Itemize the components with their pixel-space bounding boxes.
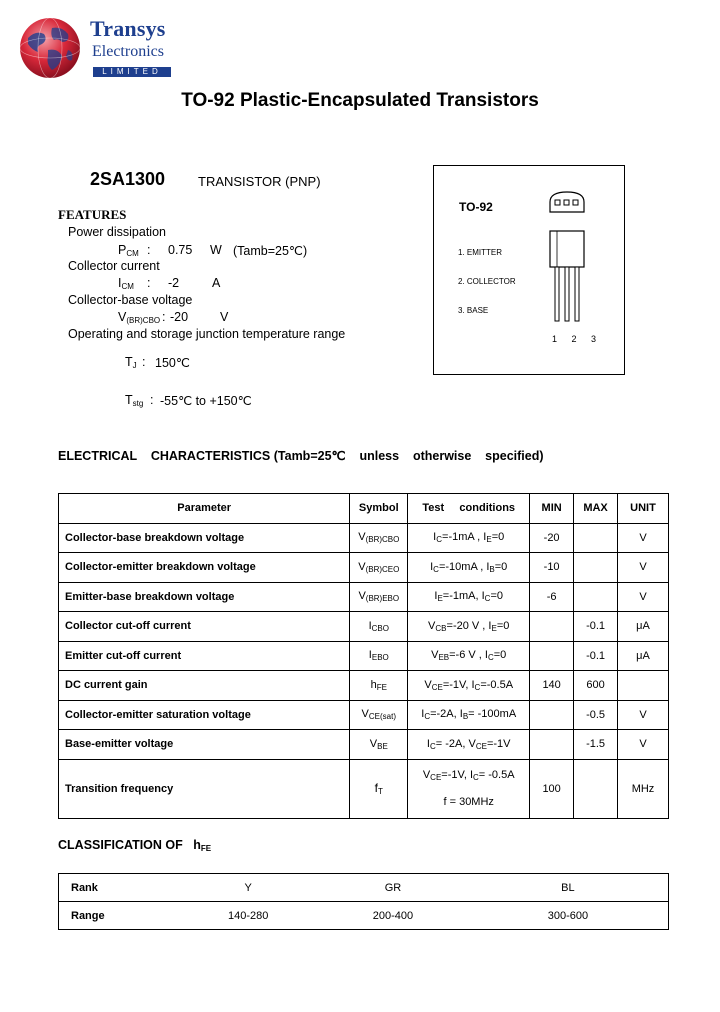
feature-power-unit: W (210, 243, 222, 257)
max-cell (574, 759, 618, 818)
parameter-cell: Collector cut-off current (59, 612, 350, 642)
header-parameter: Parameter (59, 494, 350, 524)
min-cell (530, 612, 574, 642)
unit-cell: V (618, 582, 669, 612)
to92-package-icon (544, 188, 590, 328)
parameter-cell: Collector-base breakdown voltage (59, 523, 350, 553)
symbol-cell: $V_{(BR)EBO}$ (350, 582, 408, 612)
conditions-cell: $I_C=-1mA$ , $I_E=0$ (408, 523, 530, 553)
conditions-cell: $V_{CE}=-1V$, $I_C= -0.5A$ f = 30MHz (408, 759, 530, 818)
range-cell: 300-600 (468, 902, 669, 930)
symbol-cell: $V_{BE}$ (350, 730, 408, 760)
feature-voltage-label: Collector-base voltage (68, 293, 193, 307)
symbol-cell: $f_T$ (350, 759, 408, 818)
min-cell: -10 (530, 553, 574, 583)
rank-label: Rank (59, 874, 179, 902)
globe-logo-icon (18, 16, 82, 80)
feature-tj-value: 150℃ (155, 356, 190, 370)
document-title: TO-92 Plastic-Encapsulated Transistors (181, 90, 539, 111)
feature-tj-colon: : (142, 355, 146, 369)
conditions-cell: $I_C=-2A$, $I_B= -100mA$ (408, 700, 530, 730)
table-row (59, 612, 669, 642)
rank-cell: GR (318, 874, 468, 902)
part-number: 2SA1300 (90, 169, 166, 189)
parameter-cell: Collector-emitter saturation voltage (59, 700, 350, 730)
feature-temperature-label: Operating and storage junction temperature range (68, 327, 346, 341)
brand-subtitle: Electronics (92, 43, 164, 60)
conditions-cell: $V_{CB}=-20$ V , $I_E=0$ (408, 612, 530, 642)
parameter-cell: Base-emitter voltage (59, 730, 350, 760)
symbol-cell: $V_{CE(sat)}$ (350, 700, 408, 730)
feature-current-unit: A (212, 276, 221, 290)
table-header-row (59, 494, 669, 524)
table-row (59, 730, 669, 760)
pin-label-collector: 2. COLLECTOR (458, 277, 516, 286)
feature-current-symbol: $I_{CM}$ (118, 276, 134, 291)
table-row (59, 700, 669, 730)
unit-cell: V (618, 730, 669, 760)
max-cell: -0.1 (574, 612, 618, 642)
max-cell (574, 523, 618, 553)
min-cell: -6 (530, 582, 574, 612)
max-cell: -0.1 (574, 641, 618, 671)
feature-tstg-value: -55℃ to +150℃ (160, 394, 252, 408)
min-cell (530, 641, 574, 671)
min-cell (530, 730, 574, 760)
parameter-cell: Emitter-base breakdown voltage (59, 582, 350, 612)
range-cell: 200-400 (318, 902, 468, 930)
package-name: TO-92 (459, 200, 493, 214)
conditions-cell: $I_C= -2A$, $V_{CE}=-1V$ (408, 730, 530, 760)
unit-cell: MHz (618, 759, 669, 818)
feature-tstg-colon: : (150, 393, 154, 407)
table-row (59, 523, 669, 553)
unit-cell (618, 671, 669, 701)
symbol-cell: $V_{(BR)CEO}$ (350, 553, 408, 583)
symbol-cell: $h_{FE}$ (350, 671, 408, 701)
feature-power-value: 0.75 (168, 243, 193, 257)
range-cell: 140-280 (178, 902, 318, 930)
feature-tstg-symbol: $T_{stg}$ (125, 393, 144, 408)
conditions-cell: $I_E=-1mA$, $I_C=0$ (408, 582, 530, 612)
max-cell (574, 582, 618, 612)
feature-power-label: Power dissipation (68, 225, 166, 239)
unit-cell: V (618, 553, 669, 583)
rank-row (59, 874, 669, 902)
table-row-transition (59, 759, 669, 818)
feature-current-label: Collector current (68, 259, 160, 273)
unit-cell: V (618, 523, 669, 553)
conditions-cell: $V_{CE}=-1V$, $I_C=-0.5A$ (408, 671, 530, 701)
parameter-cell: Collector-emitter breakdown voltage (59, 553, 350, 583)
features-heading: FEATURES (58, 207, 127, 222)
header-symbol: Symbol (350, 494, 408, 524)
symbol-cell: $V_{(BR)CBO}$ (350, 523, 408, 553)
parameter-cell: DC current gain (59, 671, 350, 701)
feature-voltage-symbol: $V_{(BR)CBO}$ (118, 310, 161, 325)
min-cell: -20 (530, 523, 574, 553)
feature-current-value: -2 (168, 276, 180, 290)
max-cell: -1.5 (574, 730, 618, 760)
brand-name: Transys (90, 16, 166, 41)
max-cell (574, 553, 618, 583)
unit-cell: μA (618, 612, 669, 642)
brand-limited-bar: LIMITED (93, 67, 171, 77)
feature-voltage-value: -20 (170, 310, 189, 324)
header-conditions: Test conditions (408, 494, 530, 524)
pin-label-emitter: 1. EMITTER (458, 248, 503, 257)
header-min: MIN (530, 494, 574, 524)
parameter-cell: Transition frequency (59, 759, 350, 818)
feature-power-colon: : (147, 243, 151, 257)
conditions-cell: $V_{EB}=-6$ V , $I_C=0$ (408, 641, 530, 671)
rank-cell: BL (468, 874, 669, 902)
table-row (59, 582, 669, 612)
symbol-cell: $I_{EBO}$ (350, 641, 408, 671)
feature-voltage-colon: : (162, 310, 166, 324)
pin-label-base: 3. BASE (458, 306, 489, 315)
feature-power-symbol: $P_{CM}$ (118, 243, 139, 258)
min-cell (530, 700, 574, 730)
header-max: MAX (574, 494, 618, 524)
parameter-cell: Emitter cut-off current (59, 641, 350, 671)
rank-cell: Y (178, 874, 318, 902)
range-row (59, 902, 669, 930)
table-row (59, 671, 669, 701)
electrical-table (58, 493, 669, 819)
electrical-heading: ELECTRICAL CHARACTERISTICS (Tamb=25℃ unless otherwise specified) (58, 449, 544, 463)
unit-cell: μA (618, 641, 669, 671)
part-description: TRANSISTOR (PNP) (198, 174, 321, 189)
feature-current-colon: : (147, 276, 151, 290)
min-cell: 100 (530, 759, 574, 818)
classification-table (58, 873, 669, 930)
symbol-cell: $I_{CBO}$ (350, 612, 408, 642)
unit-cell: V (618, 700, 669, 730)
pin-numbers: 1 2 3 (552, 334, 603, 344)
max-cell: -0.5 (574, 700, 618, 730)
table-row (59, 553, 669, 583)
min-cell: 140 (530, 671, 574, 701)
header-unit: UNIT (618, 494, 669, 524)
classification-heading: CLASSIFICATION OF $h_{FE}$ (58, 838, 212, 853)
feature-power-note: (Tamb=25℃) (233, 244, 308, 258)
table-row (59, 641, 669, 671)
max-cell: 600 (574, 671, 618, 701)
conditions-cell: $I_C=-10mA$ , $I_B=0$ (408, 553, 530, 583)
feature-voltage-unit: V (220, 310, 229, 324)
range-label: Range (59, 902, 179, 930)
feature-tj-symbol: $T_J$ (125, 355, 137, 370)
